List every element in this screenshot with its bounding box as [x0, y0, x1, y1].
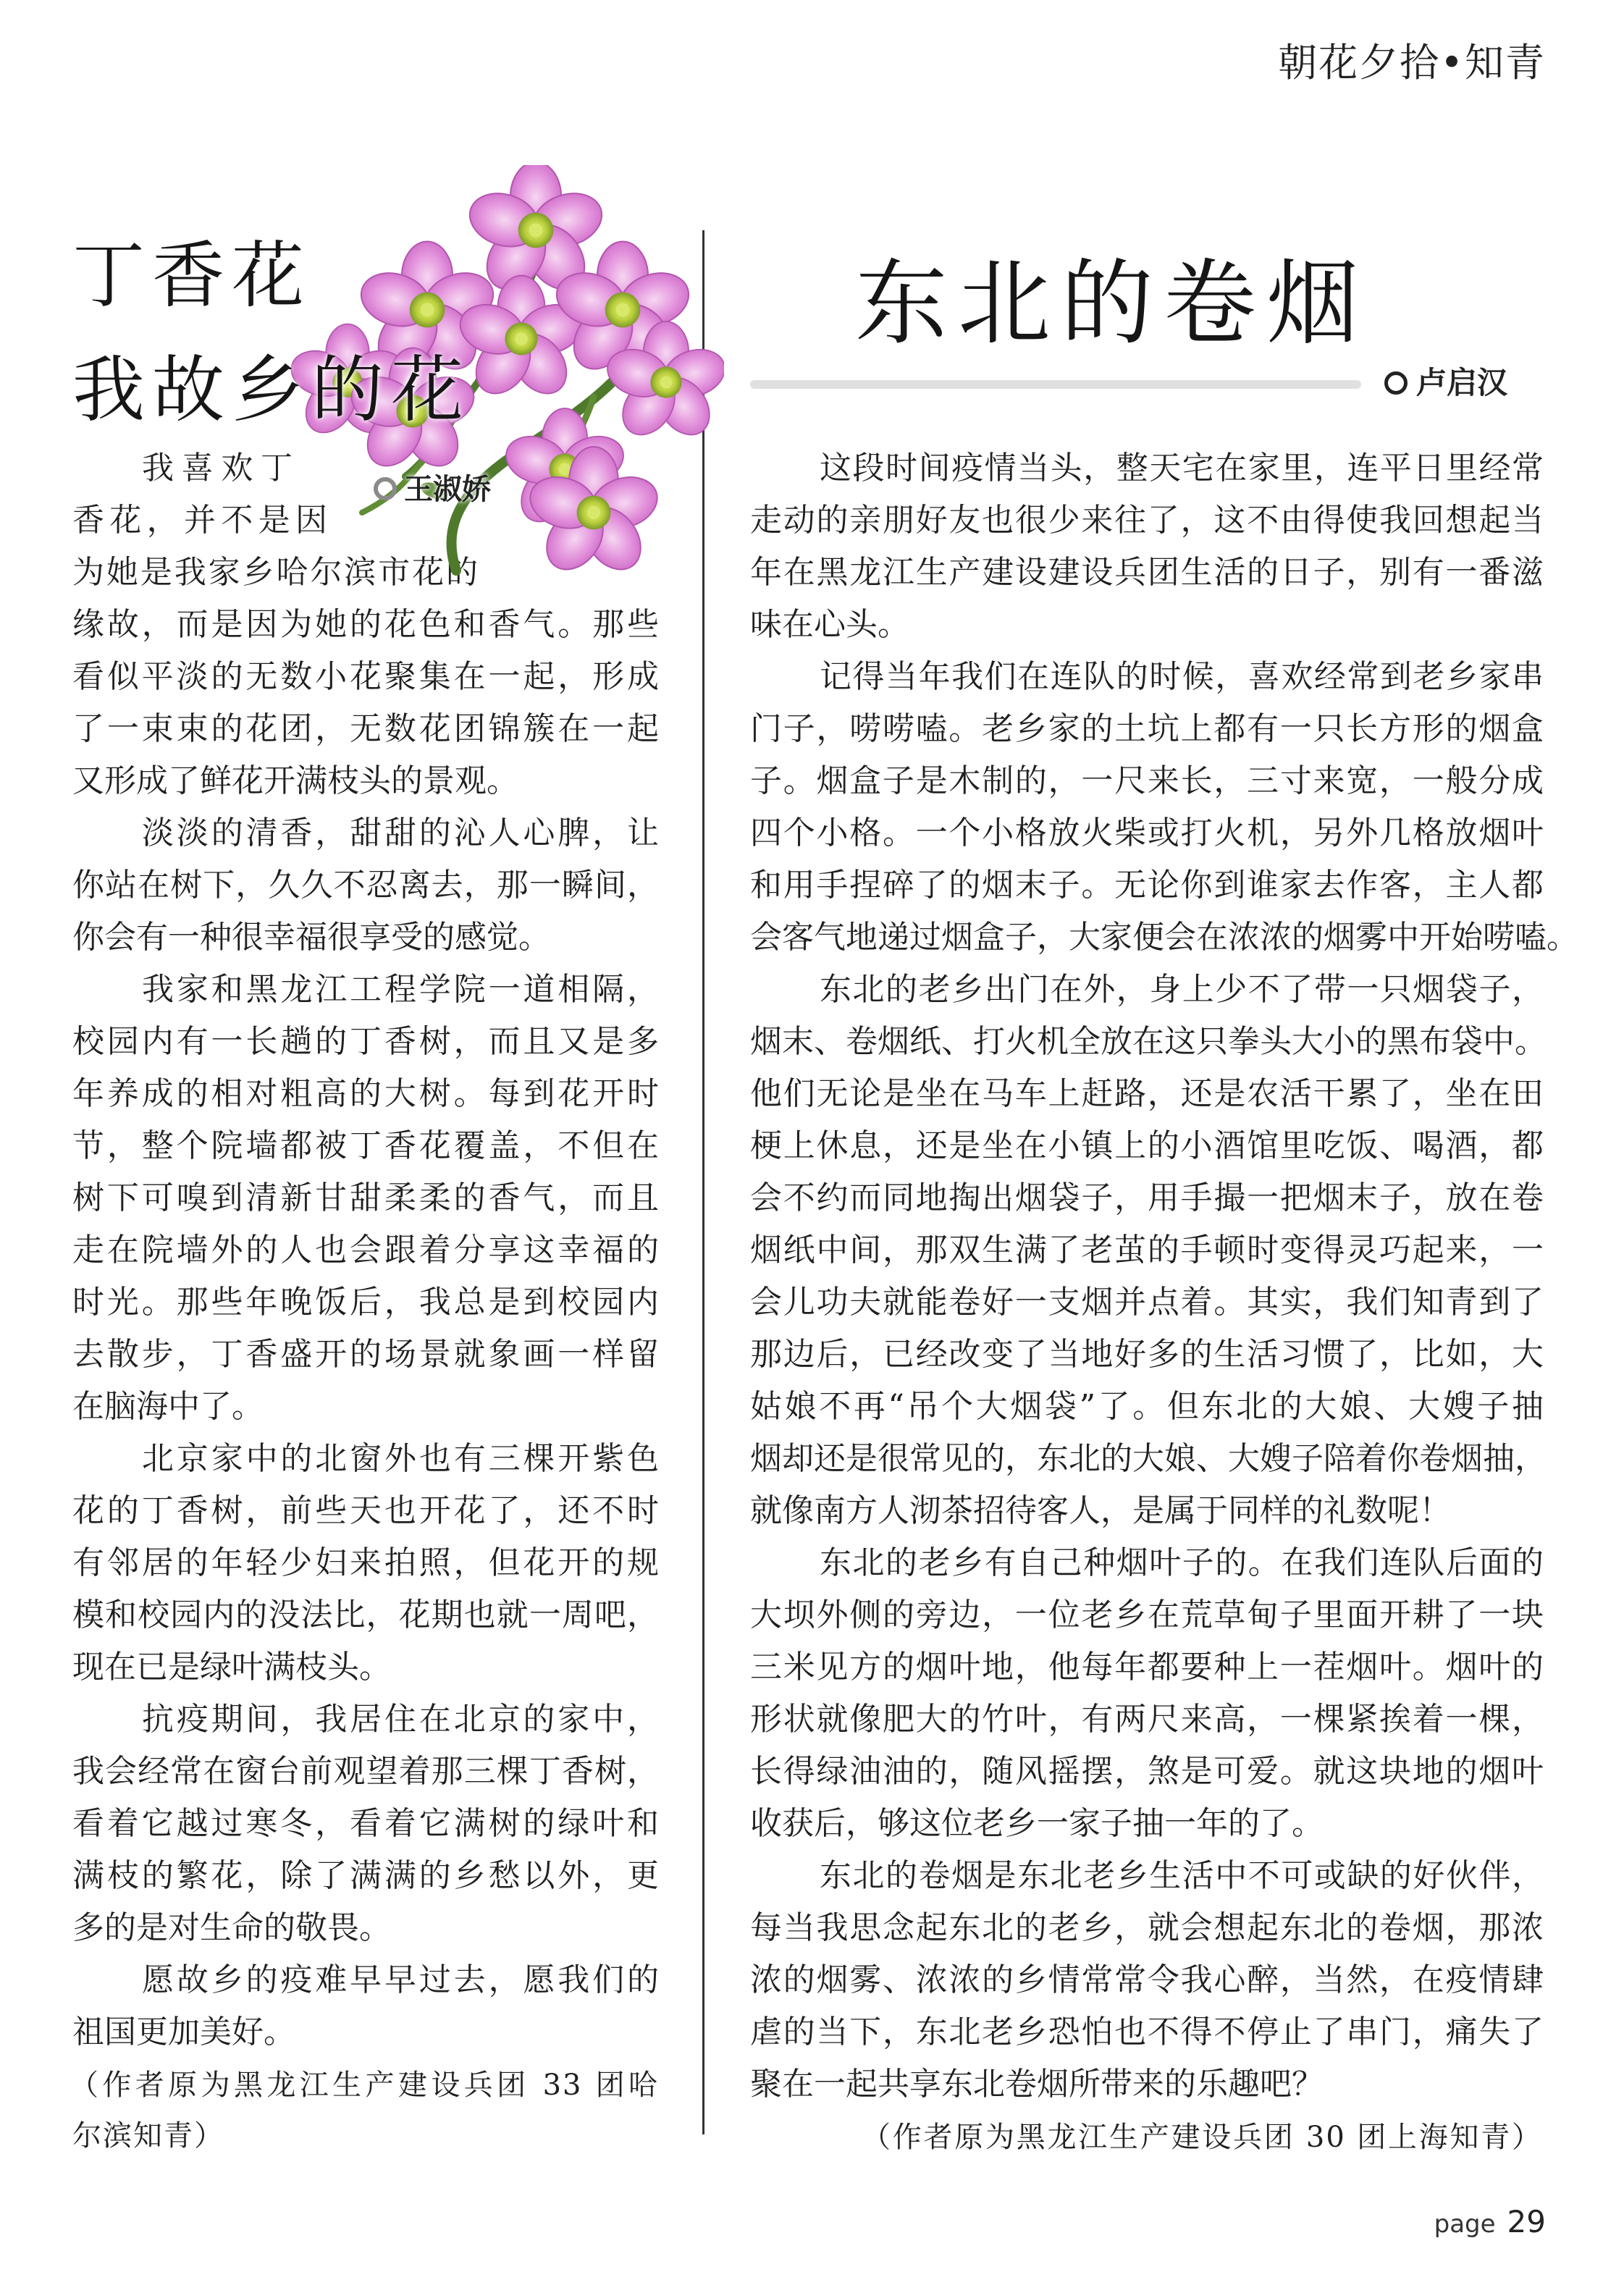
right-article-author: [1384, 359, 1507, 403]
page-footer: [1434, 2204, 1546, 2239]
left-line: 时光。那些年晚饭后，我总是到校园内: [72, 1284, 659, 1321]
right-line: 和用手捏碎了的烟末子。无论你到谁家去作客，主人都: [750, 867, 1544, 904]
left-author-note: 尔滨知青）: [72, 2119, 224, 2153]
right-line: 烟纸中间，那双生满了老茧的手顿时变得灵巧起来，一: [750, 1232, 1544, 1268]
left-line: 看似平淡的无数小花聚集在一起，形成: [72, 658, 659, 695]
left-line: 为她是我家乡哈尔滨市花的: [72, 554, 478, 591]
right-line: 这段时间疫情当头，整天宅在家里，连平日里经常: [820, 450, 1544, 487]
left-line: 祖国更加美好。: [72, 2014, 295, 2050]
left-line: 走在院墙外的人也会跟着分享这幸福的: [72, 1232, 659, 1268]
left-line: 淡淡的清香，甜甜的沁人心脾，让: [142, 815, 659, 851]
left-line: 校园内有一长趟的丁香树，而且又是多: [72, 1023, 659, 1060]
right-line: 烟末、卷烟纸、打火机全放在这只拳头大小的黑布袋中。: [750, 1023, 1547, 1060]
left-line: 缘故，而是因为她的花色和香气。那些: [72, 606, 659, 643]
left-line: 我家和黑龙江工程学院一道相隔，: [142, 971, 659, 1008]
left-line: 抗疫期间，我居住在北京的家中，: [142, 1701, 659, 1738]
page-label: page: [1434, 2210, 1496, 2239]
right-author-note: （作者原为黑龙江生产建设兵团 30 团上海知青）: [862, 2121, 1542, 2154]
left-line: 看着它越过寒冬，看着它满树的绿叶和: [72, 1805, 659, 1842]
right-line: 浓的烟雾、浓浓的乡情常常令我心醉，当然，在疫情肆: [750, 1961, 1544, 1998]
left-article-author: [374, 466, 491, 508]
right-line: 烟却还是很常见的，东北的大娘、大嫂子陪着你卷烟抽，: [750, 1440, 1547, 1477]
left-line: 花的丁香树，前些天也开花了，还不时: [72, 1492, 659, 1529]
right-author-name: 卢启汉: [1416, 365, 1508, 400]
left-line: 模和校园内的没法比，花期也就一周吧，: [72, 1596, 659, 1633]
left-line: 我会经常在窗台前观望着那三棵丁香树，: [72, 1753, 659, 1790]
section-header: 朝花夕拾•知青: [1278, 40, 1546, 85]
right-line: 姑娘不再“吊个大烟袋”了。但东北的大娘、大嫂子抽: [750, 1388, 1544, 1425]
left-line: 你会有一种很幸福很享受的感觉。: [72, 919, 550, 956]
right-line: 走动的亲朋好友也很少来往了，这不由得使我回想起当: [750, 502, 1544, 539]
left-line: 愿故乡的疫难早早过去，愿我们的: [142, 1961, 659, 1998]
right-line: 三米见方的烟叶地，他每年都要种上一茬烟叶。烟叶的: [750, 1649, 1544, 1686]
right-line: 门子，唠唠嗑。老乡家的土坑上都有一只长方形的烟盒: [750, 710, 1544, 747]
right-line: 东北的老乡出门在外，身上少不了带一只烟袋子，: [820, 971, 1544, 1008]
byline-ring-icon: [374, 477, 397, 500]
right-line: 每当我思念起东北的老乡，就会想起东北的卷烟，那浓: [750, 1909, 1544, 1946]
right-line: 子。烟盒子是木制的，一尺来长，三寸来宽，一般分成: [750, 762, 1544, 799]
left-line: 了一束束的花团，无数花团锦簇在一起: [72, 710, 659, 747]
right-line: 他们无论是坐在马车上赶路，还是农活干累了，坐在田: [750, 1075, 1544, 1112]
right-line: 大坝外侧的旁边，一位老乡在荒草甸子里面开耕了一块: [750, 1596, 1544, 1633]
right-line: 长得绿油油的，随风摇摆，煞是可爱。就这块地的烟叶: [750, 1753, 1544, 1790]
right-line: 记得当年我们在连队的时候，喜欢经常到老乡家串: [820, 658, 1544, 695]
right-line: 会客气地递过烟盒子，大家便会在浓浓的烟雾中开始唠嗑。: [750, 919, 1578, 956]
right-line: 聚在一起共享东北卷烟所带来的乐趣吧？: [750, 2066, 1324, 2103]
right-line: 就像南方人沏茶招待客人，是属于同样的礼数呢！: [750, 1492, 1451, 1529]
title-underline-bar: [750, 380, 1361, 389]
right-line: 四个小格。一个小格放火柴或打火机，另外几格放烟叶: [750, 815, 1544, 851]
right-line: 东北的老乡有自己种烟叶子的。在我们连队后面的: [820, 1544, 1544, 1581]
left-line: 在脑海中了。: [72, 1388, 264, 1425]
left-line: 满枝的繁花，除了满满的乡愁以外，更: [72, 1857, 659, 1894]
right-line: 那边后，已经改变了当地好多的生活习惯了，比如，大: [750, 1336, 1544, 1373]
left-line: 香花，并不是因: [72, 502, 327, 539]
right-line: 会不约而同地掏出烟袋子，用手撮一把烟末子，放在卷: [750, 1179, 1544, 1216]
left-line: 去散步，丁香盛开的场景就象画一样留: [72, 1336, 659, 1373]
right-line: 味在心头。: [750, 606, 909, 643]
right-line: 收获后，够这位老乡一家子抽一年的了。: [750, 1805, 1324, 1842]
right-article-title: 东北的卷烟: [854, 250, 1369, 358]
right-line: 东北的卷烟是东北老乡生活中不可或缺的好伙伴，: [820, 1857, 1544, 1894]
right-line: 会儿功夫就能卷好一支烟并点着。其实，我们知青到了: [750, 1284, 1544, 1321]
left-article-title-line2: 我故乡的花: [72, 348, 471, 432]
byline-ring-icon: [1384, 371, 1408, 395]
left-line: 我喜欢丁: [142, 450, 293, 487]
left-line: 多的是对生命的敬畏。: [72, 1909, 391, 1946]
left-line: 节，整个院墙都被丁香花覆盖，不但在: [72, 1127, 659, 1164]
right-line: 年在黑龙江生产建设建设兵团生活的日子，别有一番滋: [750, 554, 1544, 591]
left-author-note: （作者原为黑龙江生产建设兵团 33 团哈: [70, 2069, 659, 2102]
left-line: 你站在树下，久久不忍离去，那一瞬间，: [72, 867, 659, 904]
right-line: 虐的当下，东北老乡恐怕也不得不停止了串门，痛失了: [750, 2014, 1544, 2050]
left-line: 现在已是绿叶满枝头。: [72, 1649, 391, 1686]
left-line: 有邻居的年轻少妇来拍照，但花开的规: [72, 1544, 659, 1581]
left-author-name: 王淑娇: [404, 473, 491, 506]
right-line: 形状就像肥大的竹叶，有两尺来高，一棵紧挨着一棵，: [750, 1701, 1544, 1738]
left-line: 树下可嗅到清新甘甜柔柔的香气，而且: [72, 1179, 659, 1216]
left-article-title-line1: 丁香花: [72, 233, 311, 318]
left-line: 北京家中的北窗外也有三棵开紫色: [142, 1440, 659, 1477]
left-line: 年养成的相对粗高的大树。每到花开时: [72, 1075, 659, 1112]
page-number: 29: [1507, 2204, 1546, 2239]
left-line: 又形成了鲜花开满枝头的景观。: [72, 762, 518, 799]
right-line: 梗上休息，还是坐在小镇上的小酒馆里吃饭、喝酒，都: [750, 1127, 1544, 1164]
